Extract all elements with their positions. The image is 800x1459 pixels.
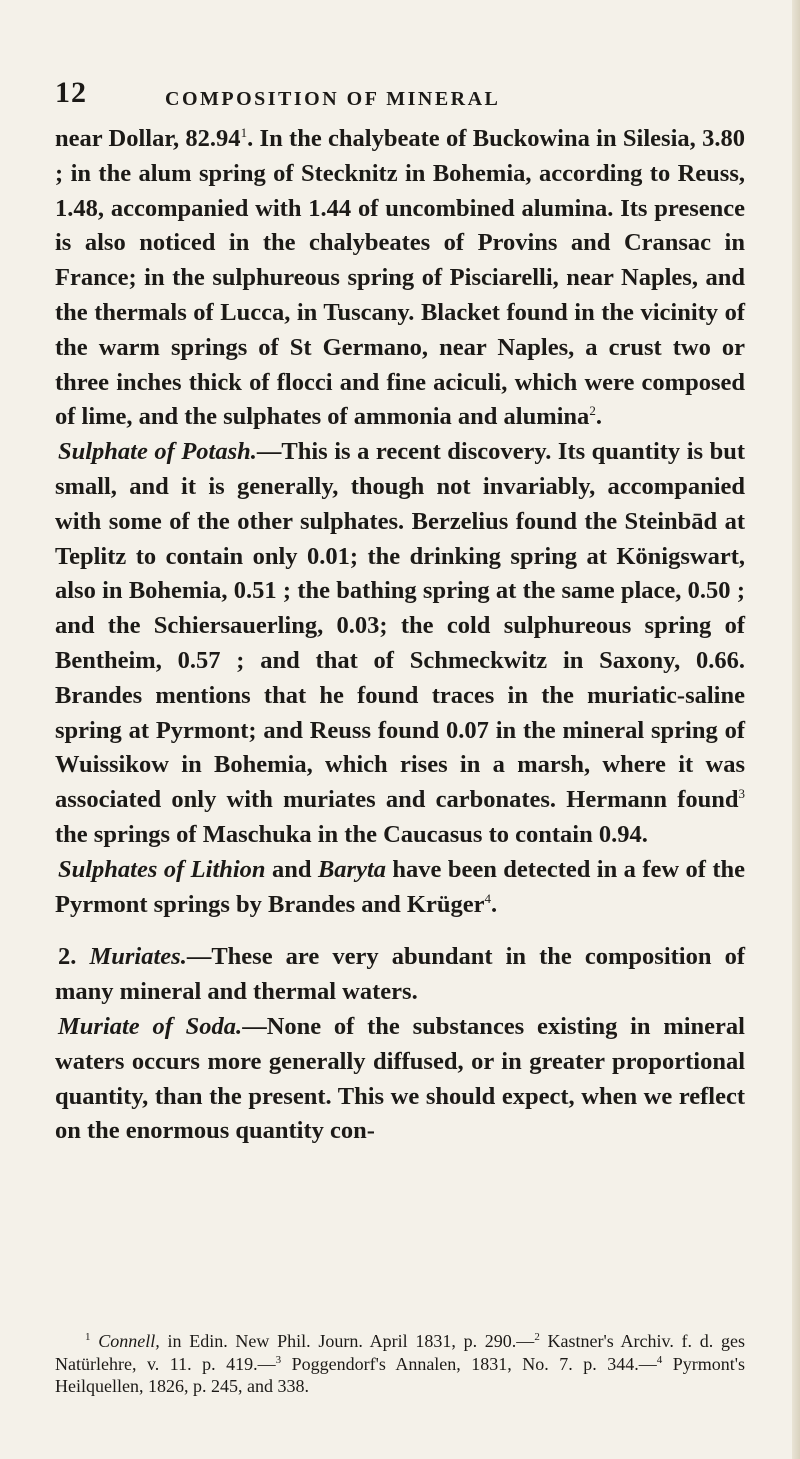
footnote-marker: 4: [656, 1353, 663, 1366]
footnote-text: Poggendorf's Annalen, 1831, No. 7. p. 344.—: [281, 1353, 657, 1374]
page-header: [55, 0, 745, 120]
text-run: .: [490, 890, 498, 918]
text-run: and: [265, 855, 318, 883]
text-run: —These are very abundant in the composition of many mineral and thermal waters.: [55, 943, 745, 1006]
footnote-marker: 2: [534, 1331, 540, 1343]
footnote-ref: 1: [240, 124, 248, 140]
text-run: —This is a recent discovery. Its quantity is but small, and it is generally, though not invariably, accompanied with some of the other sulphates. Berzelius found the Steinbād at Teplitz to contain only 0.01; the drinking spring at Königswart, also in Bohemia, 0.51 ; the bathing spring at the same place, 0.50 ; and the Schiersauerling, 0.03; the cold sulphureous spring of Bentheim, 0.57 ; and that of Schmeckwitz in Saxony, 0.66. Brandes mentions that he found traces in the muriatic-saline spring at Pyrmont; and Reuss found 0.07 in the mineral spring of Wuissikow in Bohemia, which rises in a marsh, where it was associated only with muriates and carbonates. Hermann found: [55, 438, 745, 814]
body-text: [55, 122, 745, 1149]
page-number: 12: [55, 76, 87, 109]
section-title: Sulphate of Potash.: [58, 438, 257, 466]
footnote-author: Connell,: [98, 1331, 160, 1351]
text-run: .: [595, 403, 602, 431]
text-run: near Dollar, 82.94: [55, 125, 241, 152]
footnotes: [55, 1330, 745, 1398]
footnote-marker: 3: [275, 1353, 282, 1366]
footnote-ref: 2: [589, 403, 596, 419]
footnote-text: in Edin. New Phil. Journ. April 1831, p. 290.—: [159, 1331, 535, 1351]
section-title: Muriate of Soda.: [58, 1012, 243, 1040]
paragraph-lithion-baryta: [55, 853, 745, 923]
footnote-marker: 1: [85, 1331, 91, 1343]
page-edge: [792, 0, 800, 1459]
footnote-text: Pyrmont's Heilquellen, 1826, p. 245, and 338.: [55, 1353, 745, 1396]
paragraph-sulphate-of-potash: [55, 435, 745, 853]
paragraph-muriates: [55, 940, 745, 1010]
text-run: have been detected in a few of the Pyrmont springs by Brandes and Krüger: [55, 855, 745, 918]
text-run: . In the chalybeate of Buckowina in Silesia, 3.80 ; in the alum spring of Stecknitz in Bohemia, according to Reuss, 1.48, accompanied with 1.44 of uncombined alumina. Its presence is also noticed in the chalybeates of Provins and Cransac in France; in the sulphureous spring of Pisciarelli, near Naples, and the thermals of Lucca, in Tuscany. Blacket found in the vicinity of the warm springs of St Germano, near Naples, a crust two or three inches thick of flocci and fine aciculi, which were composed of lime, and the sulphates of ammonia and alumina: [55, 125, 745, 431]
footnote-text: Kastner's Archiv. f. d. ges Natürlehre, v. 11. p. 419.—: [55, 1331, 745, 1374]
section-title: Muriates.: [89, 943, 187, 971]
section-number: 2.: [58, 943, 90, 971]
section-title: Baryta: [317, 855, 386, 883]
footnote-block: [55, 1330, 745, 1398]
footnote-ref: 4: [484, 890, 491, 906]
paragraph-muriate-of-soda: [55, 1010, 745, 1149]
section-title: Sulphates of Lithion: [58, 855, 266, 883]
footnote-ref: 3: [738, 785, 745, 801]
running-head: COMPOSITION OF MINERAL: [165, 88, 501, 110]
text-run: the springs of Maschuka in the Caucasus to contain 0.94.: [55, 820, 648, 848]
paragraph-alumina: [55, 122, 745, 435]
text-run: —None of the substances existing in mineral waters occurs more generally diffused, or in greater proportional quantity, than the present. This we should expect, when we reflect on the enormous quantity con-: [55, 1012, 745, 1145]
